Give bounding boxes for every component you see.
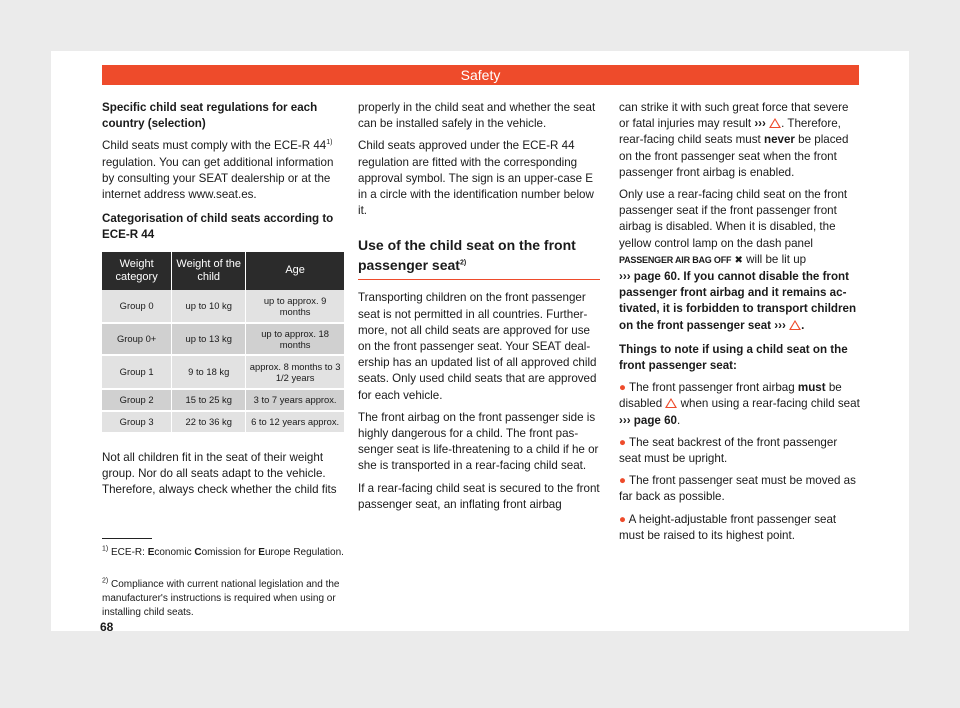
footnote-text: conomic: [154, 547, 195, 558]
transport-paragraph: Transporting children on the front passenger seat is not permitted in all countries. Furthermore, not all child seats are approved for use on the front passenger seat. Your SEAT dealership has an updated list of all approved child seats. Only used child seats that are approved for each vehicle.: [358, 291, 597, 402]
forbidden-emphasis: . If you cannot disable the front passenger front airbag and it remains activated, it is forbidden to transport children on the front passenger seat ›››: [619, 270, 857, 332]
bullet-item: [619, 435, 861, 467]
injury-paragraph: [619, 100, 861, 181]
ece-paragraph: [102, 138, 344, 203]
bullet-item: [619, 473, 861, 505]
table-row: [102, 355, 344, 389]
footnote-letter: E: [258, 547, 265, 558]
bullet-icon: ●: [619, 435, 627, 449]
period: .: [801, 318, 805, 332]
bullet-text: The front passenger front airbag: [629, 381, 798, 395]
country-regulations-heading: Specific child seat regulations for each country (selection): [102, 101, 318, 131]
table-header-row: [102, 252, 344, 290]
table-cell: 15 to 25 kg: [172, 389, 246, 411]
airbag-danger-paragraph: The front airbag on the front passenger side is highly dangerous for a child. The front passenger seat is life-threatening to a child if he or she is transported in a rear-facing child seat.: [358, 410, 599, 473]
bullet-icon: ●: [619, 474, 627, 488]
footnote-text: Compliance with current national legislation and the manufacturer's instructions is required when using or installing child seats.: [102, 579, 340, 618]
injury-text-b: . Therefore, rear-facing child seats must: [619, 117, 841, 147]
must-emphasis: must: [797, 381, 826, 395]
period: .: [676, 413, 681, 427]
disabled-airbag-text-b: will be lit up: [742, 252, 807, 266]
footnote-marker: 2): [102, 577, 109, 585]
table-cell: up to approx. 18 months: [246, 323, 344, 355]
table-row: [102, 411, 344, 433]
injury-text-c: be placed on the front passenger seat when the front passenger front airbag is enabled.: [619, 133, 849, 179]
footnote-marker: 1): [102, 545, 109, 553]
header-age: Age: [246, 252, 344, 290]
never-emphasis: never: [763, 133, 795, 147]
table-cell: Group 0: [102, 290, 172, 323]
bullet-icon: ●: [619, 512, 627, 526]
warning-triangle-icon: [665, 398, 677, 408]
page-60-link[interactable]: ››› page 60: [619, 270, 677, 284]
column-1: [102, 100, 344, 504]
header-weight-category: Weight category: [102, 252, 172, 290]
bullet-item: [619, 380, 861, 429]
footnote-ref-2: 2): [459, 259, 467, 267]
section-title-text: Use of the child seat on the front passenger seat: [358, 237, 576, 274]
table-row: [102, 389, 344, 411]
header-child-weight: Weight of the child: [172, 252, 246, 290]
footnote-text: urope Regulation.: [264, 547, 344, 558]
table-cell: approx. 8 months to 3 1/2 years: [246, 355, 344, 389]
disabled-airbag-paragraph: [619, 187, 861, 334]
table-cell: 6 to 12 years approx.: [246, 411, 344, 433]
page-60-link[interactable]: ››› page 60: [619, 413, 677, 427]
warning-link[interactable]: ›››: [754, 117, 766, 131]
warning-triangle-icon: [769, 118, 781, 128]
footnote-2: [102, 578, 344, 620]
table-cell: Group 3: [102, 411, 172, 433]
bullet-text: The front passenger seat must be moved as far back as possible.: [619, 474, 856, 504]
table-cell: 22 to 36 kg: [172, 411, 246, 433]
bullet-text: when using a rear-facing child seat: [677, 397, 860, 411]
footnote-letter: E: [147, 547, 155, 558]
ece-text-b: regulation. You can get additional information by consulting your SEAT dealership or at the internet address www.seat.es.: [102, 155, 334, 202]
table-cell: 3 to 7 years approx.: [246, 389, 344, 411]
fit-continuation: properly in the child seat and whether the seat can be installed safely in the vehicle.: [358, 101, 596, 131]
bullet-text: A height-adjustable front passenger seat must be raised to its highest point.: [619, 512, 837, 542]
child-seat-table: [102, 252, 344, 434]
table-row: [102, 290, 344, 323]
footnote-divider: [102, 538, 152, 539]
table-cell: up to approx. 9 months: [246, 290, 344, 323]
footnote-text: ECE-R:: [111, 547, 148, 558]
warning-triangle-icon: [789, 320, 801, 330]
notes-heading: Things to note if using a child seat on the front passenger seat:: [619, 342, 848, 373]
section-title: [358, 235, 600, 280]
airbag-off-lamp-label: PASSENGER AIR BAG OFF: [619, 254, 732, 265]
approval-paragraph: Child seats approved under the ECE-R 44 regulation are fitted with the corresponding approval symbol. The sign is an upper-case E in a circle with the identification number below it.: [358, 139, 594, 218]
table-cell: up to 13 kg: [172, 323, 246, 355]
footnote-text: omission for: [201, 547, 259, 558]
column-3: [619, 100, 861, 550]
footnote-letter: C: [194, 547, 202, 558]
footnote-ref-1: 1): [326, 139, 333, 147]
disabled-airbag-text-a: Only use a rear-facing child seat on the front passenger seat if the front passenger front airbag is disabled. When it is disabled, the yellow control lamp on the dash panel: [619, 188, 848, 250]
airbag-off-icon: ✖: [734, 254, 743, 266]
table-row: [102, 323, 344, 355]
bullet-item: [619, 512, 861, 544]
table-cell: Group 2: [102, 389, 172, 411]
table-cell: 9 to 18 kg: [172, 355, 246, 389]
table-cell: up to 10 kg: [172, 290, 246, 323]
categorisation-heading: Categorisation of child seats according to ECE-R 44: [102, 212, 334, 242]
injury-text-a: can strike it with such great force that severe or fatal injuries may result: [619, 101, 849, 131]
chapter-header: Safety: [102, 65, 859, 85]
ece-text-a: Child seats must comply with the ECE-R 44: [102, 139, 327, 153]
page-number: 68: [100, 620, 114, 634]
bullet-text: The seat backrest of the front passenger seat must be upright.: [619, 435, 838, 466]
bullet-icon: ●: [619, 381, 627, 395]
bullet-text: be disabled: [619, 381, 842, 411]
fit-paragraph: Not all children fit in the seat of their weight group. Nor do all seats adapt to the vehicle. Therefore, always check whether the child fits: [102, 450, 337, 497]
table-cell: Group 1: [102, 355, 172, 389]
footnote-1: [102, 546, 344, 560]
column-2: [358, 100, 600, 519]
inflating-airbag-paragraph: If a rear-facing child seat is secured to the front passenger seat, an inflating front airbag: [358, 481, 600, 511]
table-cell: Group 0+: [102, 323, 172, 355]
